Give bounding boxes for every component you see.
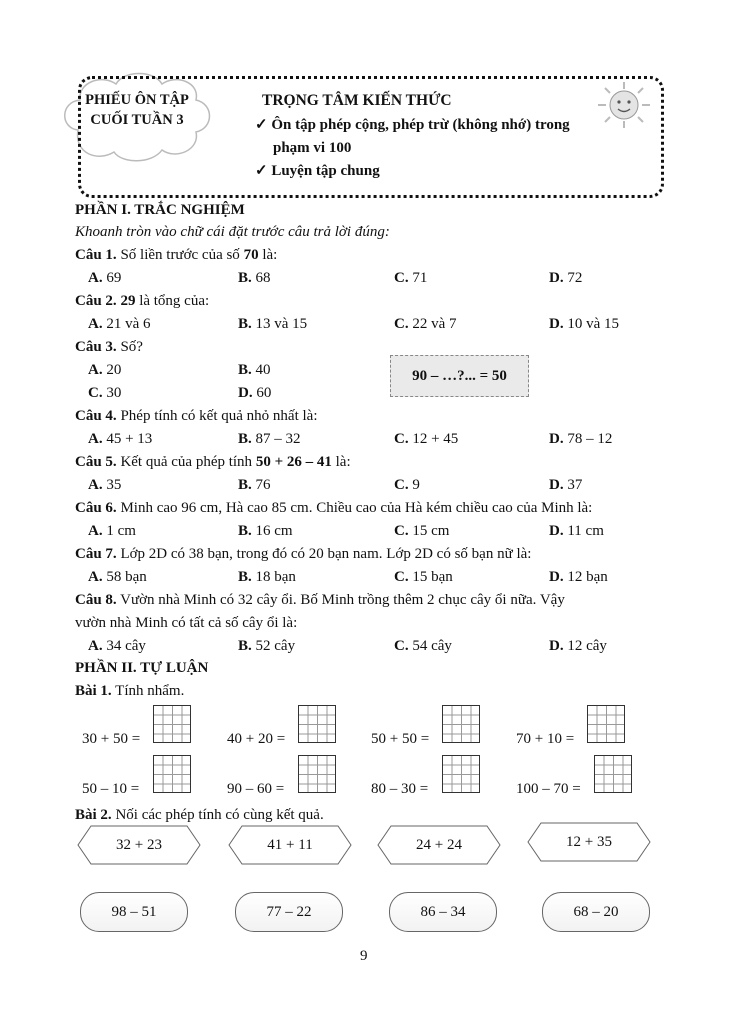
answer-option[interactable]: B. 18 bạn (238, 569, 296, 585)
mental-math-expr: 50 + 50 = (371, 731, 430, 747)
answer-option[interactable]: B. 76 (238, 477, 271, 493)
answer-option[interactable]: A. 21 và 6 (88, 316, 151, 332)
answer-option[interactable]: D. 78 – 12 (549, 431, 613, 447)
answer-grid[interactable] (298, 755, 336, 793)
answer-option[interactable]: C. 22 và 7 (394, 316, 457, 332)
question-6 (75, 499, 592, 517)
answer-grid[interactable] (442, 755, 480, 793)
question-bold: 70 (243, 247, 259, 263)
answer-option[interactable]: A. 1 cm (88, 523, 136, 539)
question-text: Số? (116, 339, 143, 355)
answer-grid[interactable] (298, 705, 336, 743)
answer-option[interactable]: B. 87 – 32 (238, 431, 301, 447)
exercise-text: Tính nhẩm. (111, 683, 185, 699)
question-8-line2: vườn nhà Minh có tất cả số cây ổi là: (75, 615, 298, 631)
answer-option[interactable]: D. 10 và 15 (549, 316, 620, 332)
question-text: là: (331, 454, 351, 470)
answer-option[interactable]: D. 37 (549, 477, 583, 493)
match-expression-top[interactable]: 41 + 11 (228, 825, 352, 865)
answer-option[interactable]: A. 45 + 13 (88, 431, 153, 447)
answer-option[interactable]: B. 52 cây (238, 638, 296, 654)
answer-grid[interactable] (594, 755, 632, 793)
answer-option[interactable]: D. 11 cm (549, 523, 604, 539)
question-bold: 29 (116, 293, 136, 309)
mental-math-expr: 80 – 30 = (371, 781, 429, 797)
focus-item-2: ✓ Luyện tập chung (255, 163, 380, 179)
answer-option[interactable]: C. 9 (394, 477, 420, 493)
question-text: là tổng của: (135, 293, 210, 309)
worksheet-title-line1: PHIẾU ÔN TẬP (85, 92, 189, 108)
answer-grid[interactable] (587, 705, 625, 743)
question-bold: 50 + 26 – 41 (255, 454, 332, 470)
answer-option[interactable]: A. 34 cây (88, 638, 146, 654)
mental-math-expr: 100 – 70 = (516, 781, 581, 797)
answer-option[interactable]: D. 60 (238, 385, 272, 401)
answer-option[interactable]: C. 30 (88, 385, 122, 401)
mental-math-expr: 30 + 50 = (82, 731, 141, 747)
answer-option[interactable]: A. 35 (88, 477, 122, 493)
match-expression-bottom[interactable]: 68 – 20 (542, 892, 650, 932)
exercise-label: Bài 2. (75, 807, 112, 823)
question-label: Câu 5. (75, 454, 117, 470)
answer-grid[interactable] (153, 755, 191, 793)
part2-title: PHẦN II. TỰ LUẬN (75, 660, 209, 676)
answer-option[interactable]: C. 54 cây (394, 638, 452, 654)
sun-icon (592, 80, 656, 130)
question-7 (75, 545, 531, 563)
question-8 (75, 591, 565, 609)
answer-option[interactable]: B. 40 (238, 362, 271, 378)
part1-title: PHẦN I. TRẮC NGHIỆM (75, 202, 245, 218)
match-expression-bottom[interactable]: 86 – 34 (389, 892, 497, 932)
focus-item-1-line2: phạm vi 100 (273, 140, 352, 156)
mental-math-expr: 70 + 10 = (516, 731, 575, 747)
mental-math-expr: 40 + 20 = (227, 731, 286, 747)
answer-option[interactable]: B. 16 cm (238, 523, 293, 539)
question-4 (75, 407, 317, 425)
bai2-heading (75, 806, 324, 824)
question-text: Minh cao 96 cm, Hà cao 85 cm. Chiều cao của Hà kém chiều cao của Minh là: (116, 500, 593, 516)
answer-option[interactable]: A. 58 bạn (88, 569, 147, 585)
mental-math-expr: 90 – 60 = (227, 781, 285, 797)
question-label: Câu 4. (75, 408, 117, 424)
page-number: 9 (360, 948, 368, 964)
question-text: Phép tính có kết quả nhỏ nhất là: (116, 408, 318, 424)
answer-option[interactable]: D. 72 (549, 270, 583, 286)
question-label: Câu 6. (75, 500, 117, 516)
answer-option[interactable]: C. 12 + 45 (394, 431, 459, 447)
match-expression-bottom[interactable]: 77 – 22 (235, 892, 343, 932)
question-label: Câu 7. (75, 546, 117, 562)
match-expression-bottom[interactable]: 98 – 51 (80, 892, 188, 932)
question-5 (75, 453, 351, 471)
exercise-text: Nối các phép tính có cùng kết quả. (111, 807, 324, 823)
question-label: Câu 3. (75, 339, 117, 355)
answer-option[interactable]: C. 15 cm (394, 523, 450, 539)
match-expression-top[interactable]: 12 + 35 (527, 822, 651, 862)
question-1 (75, 246, 277, 264)
answer-grid[interactable] (153, 705, 191, 743)
question-3 (75, 338, 143, 356)
question-text: Lớp 2D có 38 bạn, trong đó có 20 bạn nam. Lớp 2D có số bạn nữ là: (116, 546, 532, 562)
answer-option[interactable]: A. 20 (88, 362, 122, 378)
equation-box: 90 – …?... = 50 (390, 355, 529, 397)
bai1-heading (75, 682, 184, 700)
question-text: Vườn nhà Minh có 32 cây ổi. Bố Minh trồng thêm 2 chục cây ổi nữa. Vậy (116, 592, 565, 608)
focus-item-1-line1: ✓ Ôn tập phép cộng, phép trừ (không nhớ) trong (255, 117, 570, 133)
part1-instruction: Khoanh tròn vào chữ cái đặt trước câu trả lời đúng: (75, 224, 390, 240)
answer-grid[interactable] (442, 705, 480, 743)
question-label: Câu 1. (75, 247, 117, 263)
answer-option[interactable]: D. 12 cây (549, 638, 607, 654)
match-expression-top[interactable]: 32 + 23 (77, 825, 201, 865)
mental-math-expr: 50 – 10 = (82, 781, 140, 797)
answer-option[interactable]: A. 69 (88, 270, 122, 286)
question-text: là: (258, 247, 278, 263)
question-label: Câu 8. (75, 592, 117, 608)
match-expression-top[interactable]: 24 + 24 (377, 825, 501, 865)
answer-option[interactable]: B. 68 (238, 270, 271, 286)
answer-option[interactable]: C. 15 bạn (394, 569, 453, 585)
answer-option[interactable]: B. 13 và 15 (238, 316, 308, 332)
focus-title: TRỌNG TÂM KIẾN THỨC (262, 92, 452, 109)
answer-option[interactable]: C. 71 (394, 270, 428, 286)
worksheet-title-line2: CUỐI TUẦN 3 (90, 112, 184, 128)
question-text: Số liền trước của số (116, 247, 244, 263)
question-label: Câu 2. (75, 293, 117, 309)
exercise-label: Bài 1. (75, 683, 112, 699)
worksheet-title (58, 90, 216, 130)
question-text: Kết quả của phép tính (116, 454, 256, 470)
question-2 (75, 292, 209, 310)
answer-option[interactable]: D. 12 bạn (549, 569, 608, 585)
